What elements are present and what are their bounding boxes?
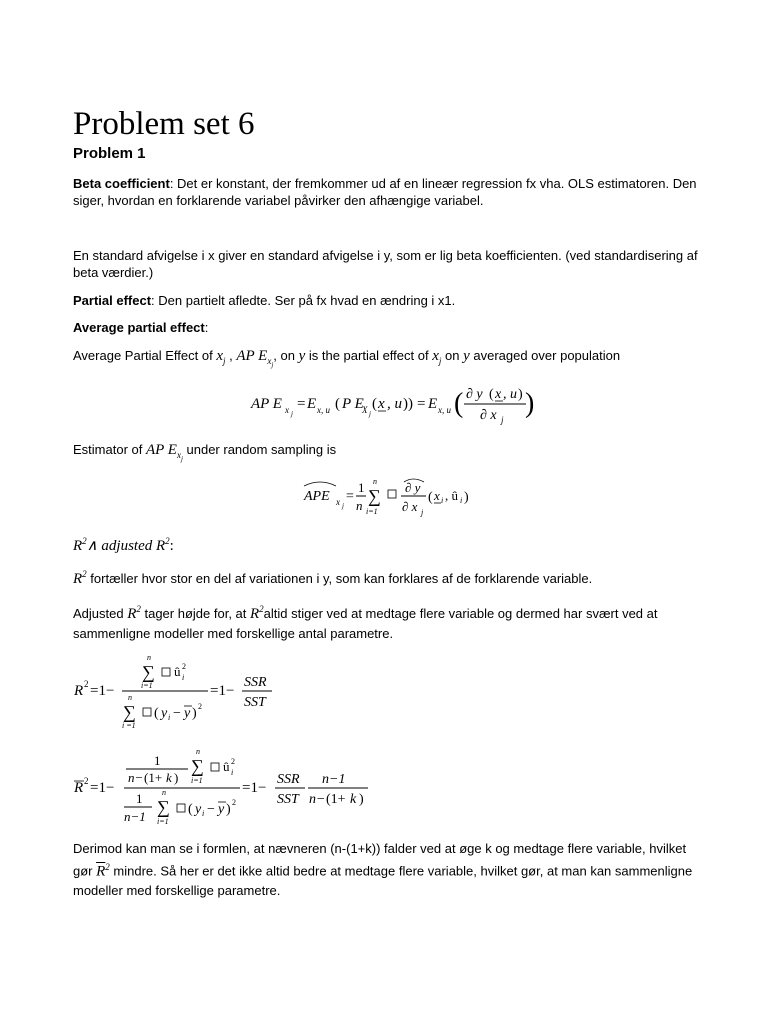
svg-text:=1−: =1− — [242, 780, 267, 796]
std-paragraph: En standard afvigelse i x giver en standard afvigelse i y, som er lig beta koefficienten. (ved standardisering af beta værdier.) — [73, 248, 698, 280]
svg-text:n: n — [196, 747, 200, 756]
partial-text: : Den partielt afledte. Ser på fx hvad en ændring i x1. — [151, 293, 456, 308]
svg-text:2: 2 — [182, 662, 186, 671]
svg-text:y: y — [161, 706, 168, 721]
svg-text:∂ y: ∂ y — [405, 480, 421, 495]
svg-text:i=1: i=1 — [157, 817, 169, 826]
svg-text:2: 2 — [84, 776, 89, 786]
svg-text:): ) — [518, 387, 523, 402]
ape-line: Average Partial Effect of $x_j$ , AP $E_{x_j}$, on y is the partial effect of $x_j$ on y averaged over population — [73, 348, 621, 369]
partial-paragraph — [73, 292, 703, 309]
svg-text:=1−: =1− — [210, 683, 235, 699]
svg-text:SSR: SSR — [244, 675, 267, 690]
svg-text:n−: n− — [128, 770, 144, 785]
svg-text:(: ( — [489, 387, 494, 402]
adjusted-r2-formula — [72, 745, 372, 831]
svg-text:∑: ∑ — [368, 486, 381, 506]
svg-text:(: ( — [154, 706, 159, 721]
svg-text:y: y — [184, 706, 191, 721]
svg-text:APE: APE — [304, 489, 330, 504]
svg-text:∂ x: ∂ x — [402, 499, 418, 514]
partial-label: Partial effect — [73, 293, 152, 308]
svg-text:x, u: x, u — [317, 405, 330, 415]
svg-text:=: = — [297, 396, 306, 412]
svg-text:∂ y: ∂ y — [466, 387, 483, 402]
svg-text:û: û — [223, 759, 230, 774]
svg-text:(: ( — [372, 396, 377, 412]
svg-text:n−1: n−1 — [124, 809, 146, 824]
svg-text:X: X — [362, 405, 368, 415]
svg-text:i =1: i =1 — [122, 721, 136, 730]
ape-label: Average partial effect — [73, 320, 205, 335]
svg-text:=1−: =1− — [90, 683, 115, 699]
page-title: Problem set 6 — [73, 106, 255, 142]
svg-text:∑: ∑ — [157, 797, 170, 817]
svg-text:û: û — [174, 664, 181, 679]
svg-text:j: j — [421, 508, 424, 517]
svg-text:E: E — [428, 396, 438, 412]
svg-text:∑: ∑ — [123, 702, 136, 722]
svg-text:)): )) — [403, 396, 413, 412]
svg-text:n−: n− — [309, 792, 326, 807]
svg-text:(1+: (1+ — [326, 792, 346, 807]
svg-text:SSR: SSR — [277, 772, 300, 787]
estimator-line: Estimator of AP $E_{x_j}$ under random sampling is — [73, 442, 337, 463]
svg-text:x: x — [336, 497, 340, 507]
svg-text:x: x — [434, 488, 440, 503]
svg-text:n: n — [147, 653, 151, 662]
svg-text:j: j — [342, 502, 344, 510]
svg-text:): ) — [464, 490, 469, 505]
svg-text:n: n — [356, 498, 363, 513]
ape-definition-formula — [245, 378, 535, 430]
svg-text:n−1: n−1 — [322, 772, 346, 787]
svg-text:−: − — [173, 706, 181, 721]
svg-text:x: x — [378, 396, 385, 412]
svg-text:, û: , û — [445, 488, 458, 503]
svg-text:): ) — [226, 802, 231, 817]
section-heading: Problem 1 — [73, 145, 146, 162]
svg-text:E: E — [307, 396, 317, 412]
svg-text:=: = — [417, 396, 426, 412]
beta-label: Beta coefficient — [73, 176, 170, 191]
r2-formula — [72, 650, 282, 736]
svg-text:R: R — [74, 780, 84, 796]
svg-text:i=1: i=1 — [141, 681, 153, 690]
svg-text:i=1: i=1 — [191, 776, 203, 785]
svg-text:AP E: AP E — [251, 396, 282, 412]
r2-explain: $R^2$ fortæller hvor stor en del af variationen i y, som kan forklares af de forklarende variable. — [73, 569, 593, 587]
svg-text:i=1: i=1 — [366, 507, 378, 516]
svg-text:(: ( — [428, 490, 433, 505]
svg-text:i: i — [202, 809, 205, 818]
svg-text:j: j — [369, 410, 371, 418]
svg-text:k: k — [166, 770, 172, 785]
svg-text:n: n — [373, 477, 377, 486]
svg-text:∂ x: ∂ x — [480, 408, 497, 423]
svg-text:x, u: x, u — [438, 405, 451, 415]
svg-text:): ) — [359, 792, 364, 807]
svg-text:i: i — [231, 768, 234, 777]
svg-text:∑: ∑ — [191, 756, 204, 776]
ape-heading: Average partial effect: — [73, 320, 209, 335]
svg-text:−: − — [207, 802, 215, 817]
svg-text:1: 1 — [136, 791, 143, 806]
svg-text:2: 2 — [231, 757, 235, 766]
svg-text:2: 2 — [84, 679, 89, 689]
svg-text:(: ( — [335, 396, 340, 412]
svg-text:=1−: =1− — [90, 780, 115, 796]
svg-text:i: i — [441, 496, 444, 505]
svg-text:i: i — [460, 496, 463, 505]
svg-text:1: 1 — [154, 753, 161, 768]
svg-text:P E: P E — [342, 396, 364, 412]
svg-text:(: ( — [188, 802, 193, 817]
svg-text:x: x — [285, 405, 289, 415]
svg-text:j: j — [501, 415, 504, 425]
svg-text:k: k — [350, 792, 357, 807]
svg-text:, u: , u — [503, 387, 517, 402]
svg-text:): ) — [174, 770, 179, 785]
svg-text:i: i — [182, 673, 185, 682]
svg-text:=: = — [346, 489, 354, 504]
beta-text: : Det er konstant, der fremkommer ud af en lineær regression fx vha. OLS estimatoren. Den siger, hvordan en forklarende variabel påvirker den afhængige variabel. — [73, 176, 697, 208]
svg-text:y: y — [218, 802, 225, 817]
svg-text:1: 1 — [358, 480, 365, 495]
svg-text:2: 2 — [198, 702, 202, 711]
svg-text:n: n — [162, 788, 166, 797]
svg-text:): ) — [192, 706, 197, 721]
svg-text:R: R — [74, 683, 84, 699]
adjusted-explain: Adjusted $R^2$ tager højde for, at $R^2altid$ stiger ved at medtage flere variable og dermed har svært ved at sammenligne modeller med forskellige antal parametre. — [73, 604, 658, 641]
svg-text:2: 2 — [232, 798, 236, 807]
svg-text:(1+: (1+ — [144, 770, 163, 785]
svg-text:): ) — [525, 388, 535, 419]
svg-text:, u: , u — [387, 396, 402, 412]
ape-estimator-formula — [300, 474, 475, 520]
conclusion-paragraph: Derimod kan man se i formlen, at nævneren (n-(1+k)) falder ved at øge k og medtage flere variable, hvilket gør $\overline{R}^2$ mindre. Så her er det ikke altid bedre at medtage flere variable, hvilket gør, at man kan sammenligne modeller med forskellige parametre. — [73, 841, 693, 899]
svg-text:∑: ∑ — [142, 662, 155, 682]
svg-text:n: n — [128, 693, 132, 702]
svg-text:(: ( — [454, 388, 464, 419]
svg-text:x: x — [495, 387, 502, 402]
beta-paragraph — [73, 175, 703, 209]
r2-heading: $R^2\wedge$ adjusted $R^2$: — [73, 536, 174, 554]
svg-text:SST: SST — [244, 695, 266, 710]
svg-text:i: i — [168, 713, 171, 722]
svg-text:SST: SST — [277, 792, 299, 807]
svg-text:j: j — [291, 410, 293, 418]
svg-text:y: y — [195, 802, 202, 817]
